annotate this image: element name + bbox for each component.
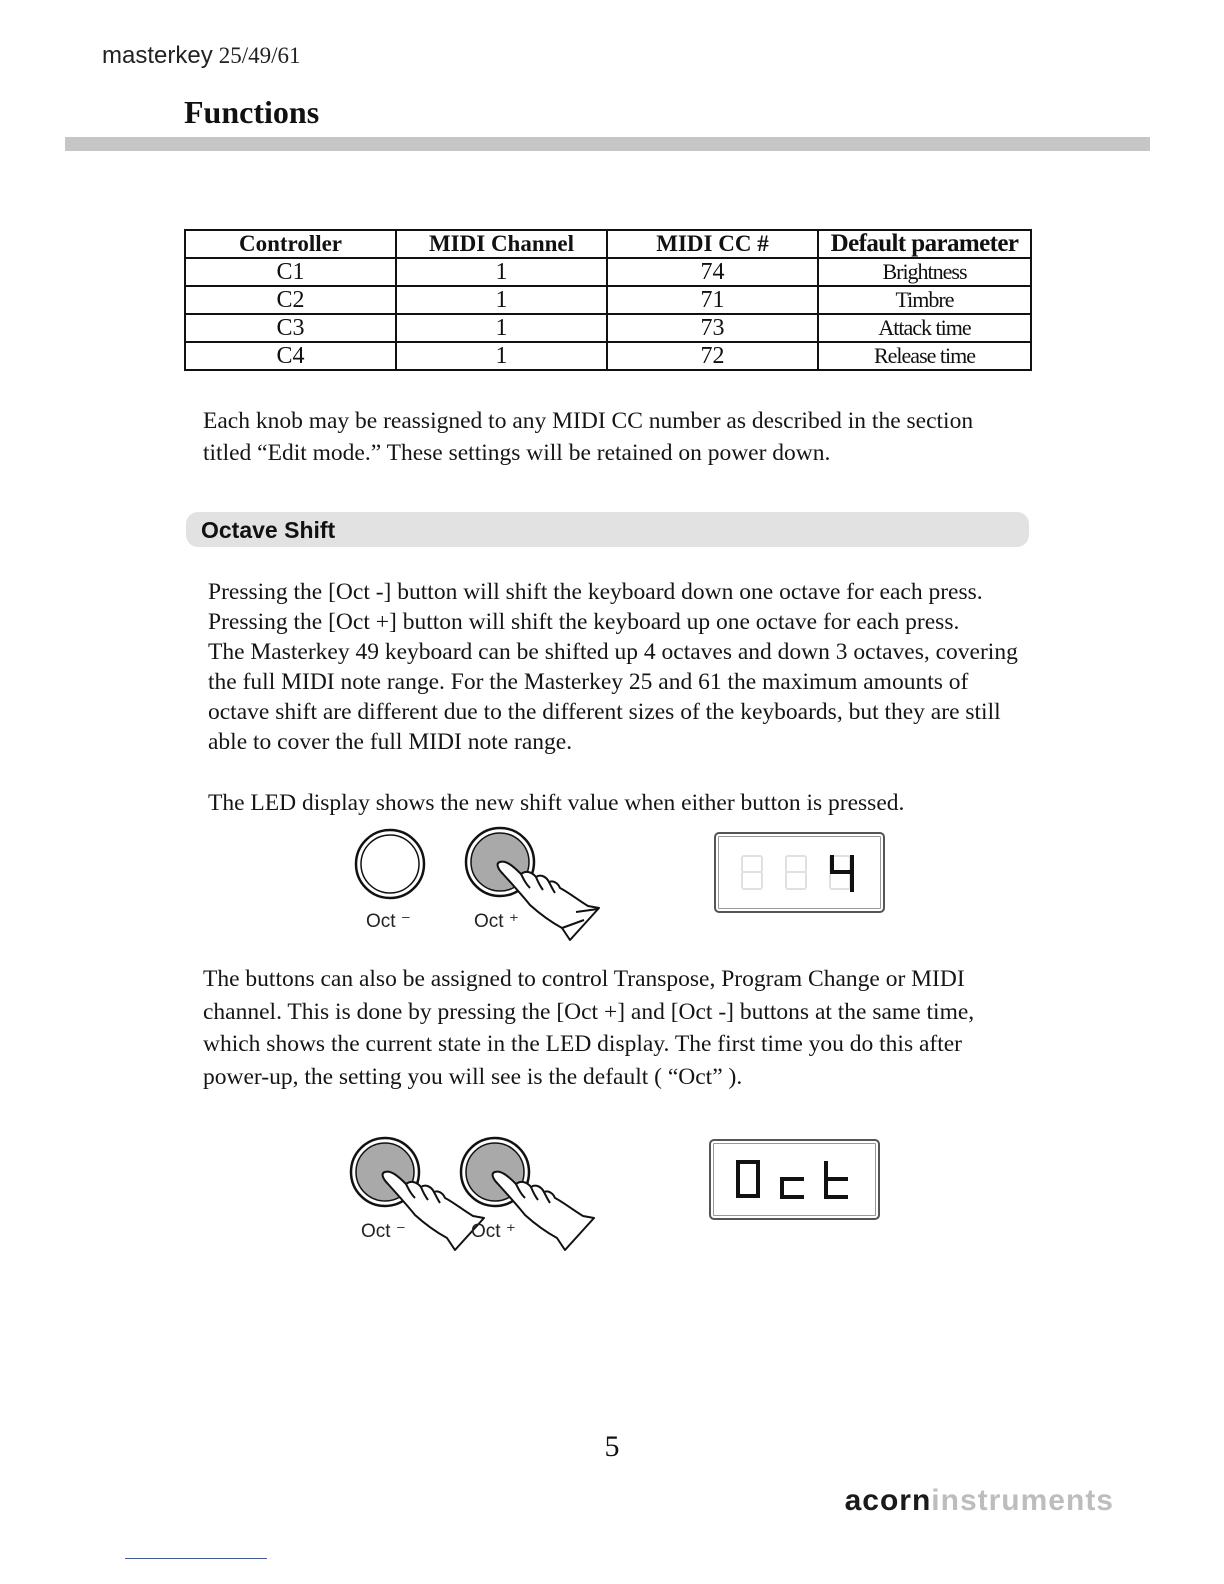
logo-text-instruments: instruments <box>931 1484 1114 1517</box>
oct-minus-label: Oct ⁻ <box>366 911 411 932</box>
table-row <box>185 258 1031 286</box>
led-value-text: 4 <box>716 834 717 835</box>
led-digit-value <box>738 1162 846 1197</box>
header-brand <box>102 42 300 70</box>
cell-midi-cc: 72 <box>607 342 818 370</box>
table-row <box>185 342 1031 370</box>
paragraph-line: able to cover the full MIDI note range. <box>208 729 573 755</box>
paragraph-line: Each knob may be reassigned to any MIDI CC number as described in the section <box>203 408 974 434</box>
led-display <box>714 832 885 913</box>
paragraph-line: Pressing the [Oct +] button will shift the keyboard up one octave for each press. <box>208 609 960 635</box>
oct-plus-label: Oct ⁺ <box>474 911 519 932</box>
column-header-default-parameter: Default parameter <box>818 230 1031 258</box>
table-row <box>185 314 1031 342</box>
paragraph-line: titled “Edit mode.” These settings will be retained on power down. <box>203 440 831 466</box>
logo-text-acorn: acorn <box>844 1484 932 1517</box>
oct-plus-label: Oct ⁺ <box>471 1221 516 1242</box>
footer-link-underline <box>125 1558 267 1559</box>
cell-midi-cc: 73 <box>607 314 818 342</box>
paragraph-line: octave shift are different due to the different sizes of the keyboards, but they are still <box>208 699 1001 725</box>
table-row <box>185 286 1031 314</box>
led-unlit-digit <box>786 856 806 889</box>
cell-controller: C4 <box>185 342 396 370</box>
led-note-paragraph <box>208 787 904 819</box>
octave-shift-heading: Octave Shift <box>201 517 336 543</box>
cell-controller: C2 <box>185 286 396 314</box>
cell-midi-channel: 1 <box>396 342 607 370</box>
brand-name: masterkey <box>102 42 213 69</box>
title-rule <box>65 137 1150 151</box>
brand-models: 25/49/61 <box>218 43 301 68</box>
cell-controller: C3 <box>185 314 396 342</box>
led-segments <box>716 834 883 911</box>
page-number: 5 <box>604 1430 620 1463</box>
cell-default-parameter: Attack time <box>818 314 1031 342</box>
paragraph-line: power-up, the setting you will see is the default ( “Oct” ). <box>203 1063 743 1090</box>
knob-reassign-paragraph <box>203 405 973 469</box>
oct-minus-button[interactable] <box>356 830 424 898</box>
led-segments <box>711 1141 878 1218</box>
acorn-instruments-logo <box>845 1484 1114 1518</box>
paragraph-line: The Masterkey 49 keyboard can be shifted up 4 octaves and down 3 octaves, covering <box>208 639 1018 665</box>
oct-minus-label: Oct ⁻ <box>361 1221 406 1242</box>
cell-midi-cc: 71 <box>607 286 818 314</box>
figure-button-assign <box>335 1128 895 1258</box>
paragraph-line: The buttons can also be assigned to control Transpose, Program Change or MIDI <box>203 966 965 992</box>
page-title: Functions <box>184 94 320 130</box>
table-header-row <box>185 230 1031 258</box>
led-value-text: OCt <box>711 1141 713 1142</box>
column-header-controller: Controller <box>185 230 396 258</box>
cell-midi-channel: 1 <box>396 258 607 286</box>
paragraph-line: which shows the current state in the LED display. The first time you do this after <box>203 1031 963 1057</box>
cell-midi-cc: 74 <box>607 258 818 286</box>
cell-midi-channel: 1 <box>396 314 607 342</box>
led-display <box>709 1139 880 1220</box>
column-header-midi-channel: MIDI Channel <box>396 230 607 258</box>
assign-paragraph <box>203 963 974 1093</box>
cell-midi-channel: 1 <box>396 286 607 314</box>
cell-controller: C1 <box>185 258 396 286</box>
cell-default-parameter: Brightness <box>818 258 1031 286</box>
octave-shift-paragraph <box>208 577 1018 757</box>
led-unlit-digit <box>742 856 762 889</box>
paragraph-line: The LED display shows the new shift value when either button is pressed. <box>208 790 905 816</box>
cell-default-parameter: Release time <box>818 342 1031 370</box>
paragraph-line: Pressing the [Oct -] button will shift the keyboard down one octave for each press. <box>208 579 983 605</box>
paragraph-line: the full MIDI note range. For the Masterkey 25 and 61 the maximum amounts of <box>208 669 969 695</box>
figure-octave-shift <box>340 822 900 947</box>
paragraph-line: channel. This is done by pressing the [Oct +] and [Oct -] buttons at the same time, <box>203 998 975 1025</box>
controller-table <box>184 229 1032 371</box>
cell-default-parameter: Timbre <box>818 286 1031 314</box>
column-header-midi-cc: MIDI CC # <box>607 230 818 258</box>
